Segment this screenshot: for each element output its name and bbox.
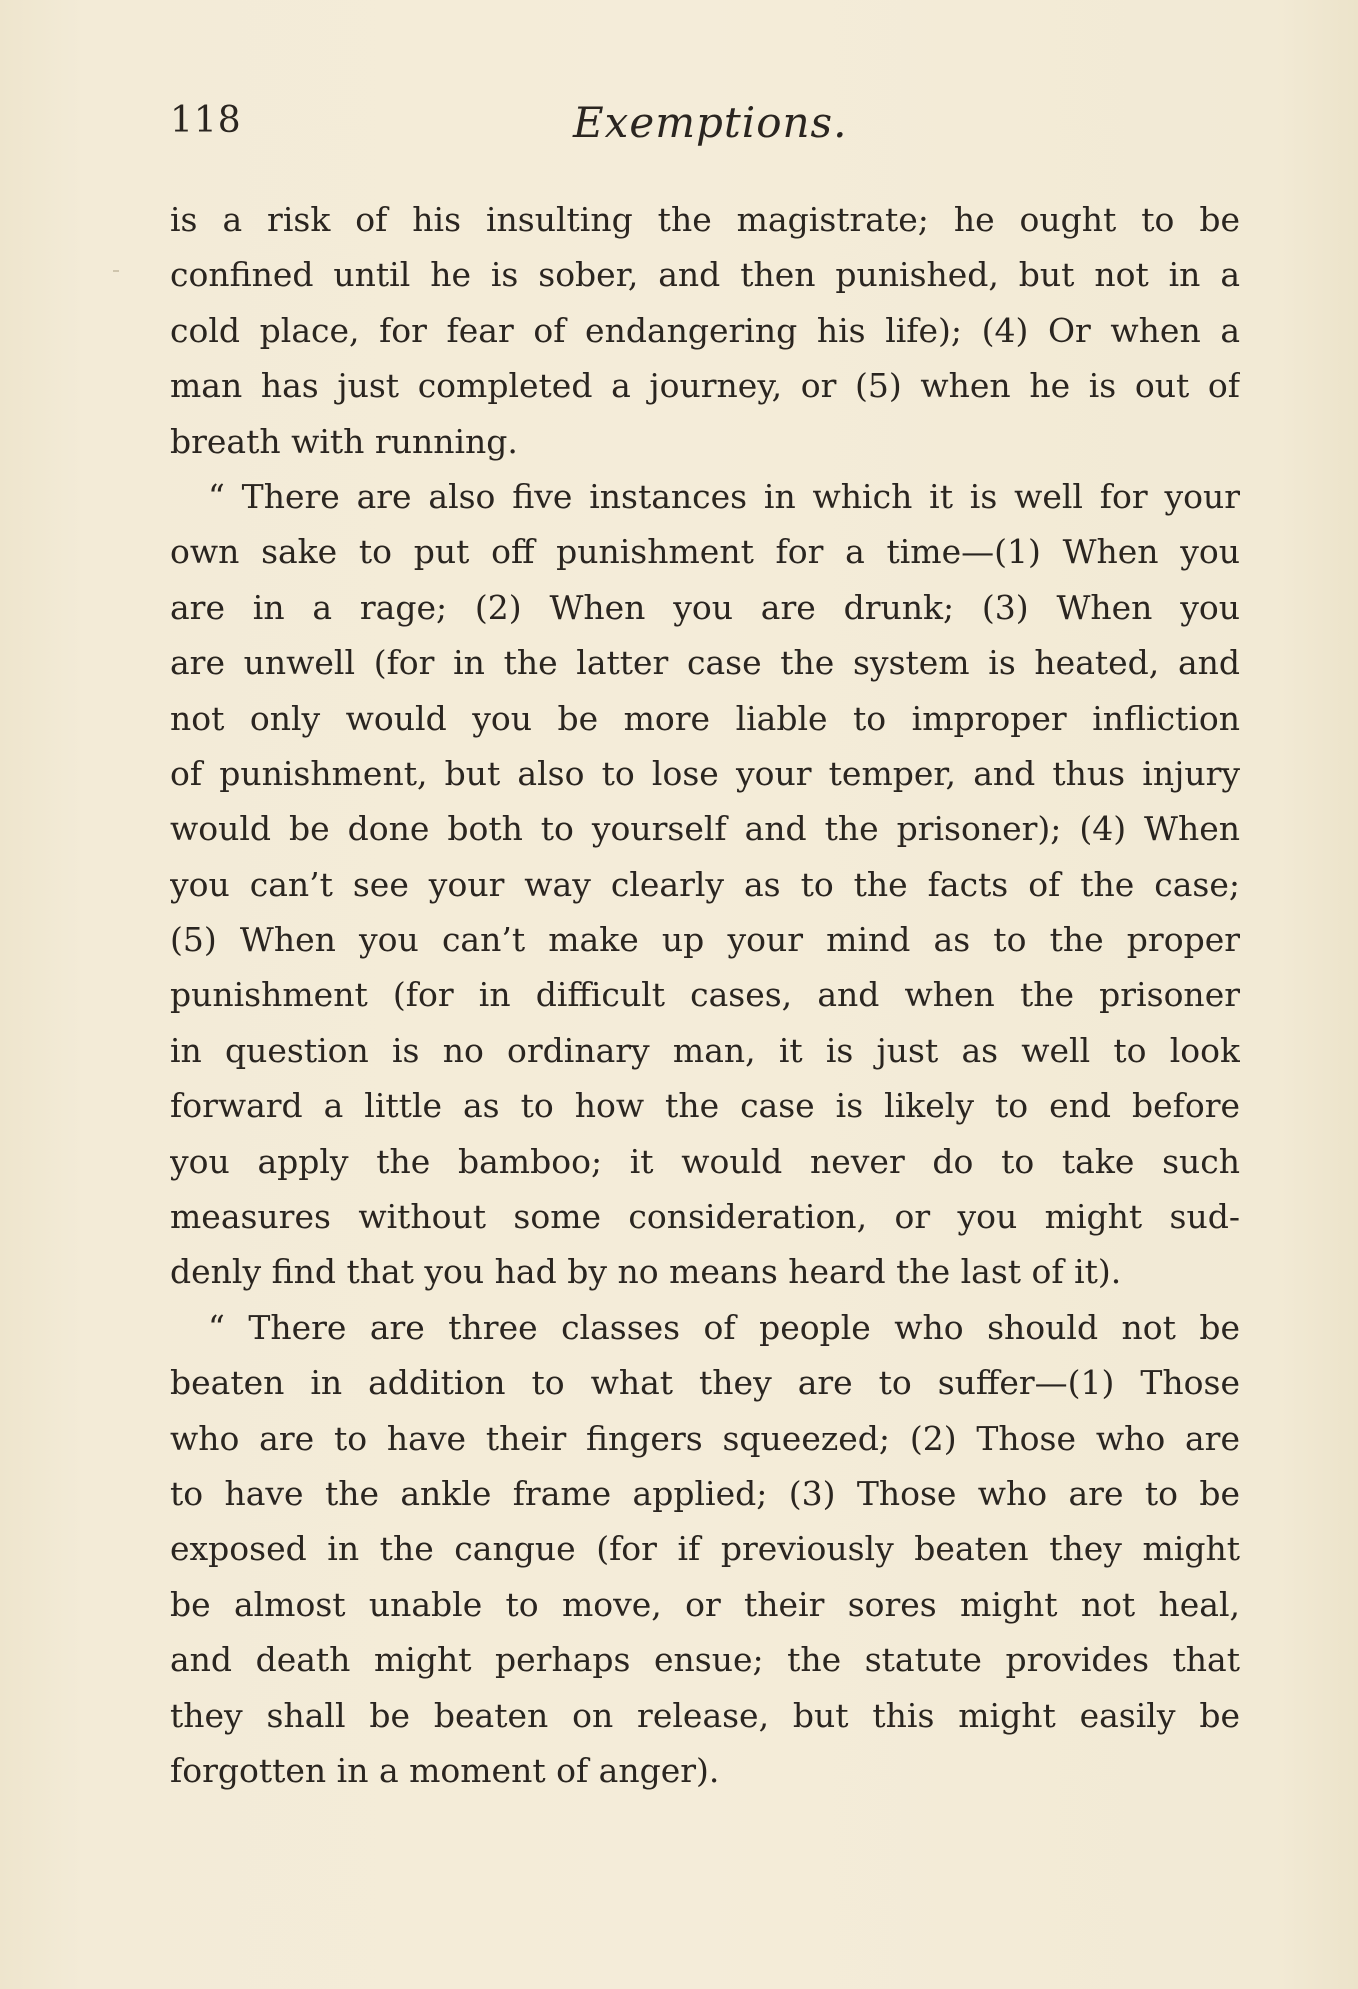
text-line: own sake to put off punishment for a time—(1) When you — [170, 532, 1240, 572]
text-line: of punishment, but also to lose your temper, and thus injury — [170, 753, 1240, 793]
text-line: not only would you be more liable to improper infliction — [170, 698, 1240, 738]
page-header — [170, 100, 1240, 160]
text-line: and death might perhaps ensue; the statute provides that — [170, 1640, 1240, 1680]
text-line: “ There are also five instances in which it is well for your — [208, 476, 1240, 516]
text-line: would be done both to yourself and the prisoner); (4) When — [170, 809, 1240, 849]
text-line: are in a rage; (2) When you are drunk; (3) When you — [170, 587, 1240, 627]
text-line: breath with running. — [170, 421, 518, 461]
text-line: “ There are three classes of people who should not be — [208, 1307, 1240, 1347]
text-line: measures without some consideration, or you might sud- — [170, 1197, 1240, 1237]
page-number: 118 — [170, 100, 242, 141]
text-line: to have the ankle frame applied; (3) Those who are to be — [170, 1473, 1240, 1513]
text-line: who are to have their fingers squeezed; (2) Those who are — [170, 1418, 1240, 1458]
margin-mark — [113, 270, 119, 272]
text-line: be almost unable to move, or their sores might not heal, — [170, 1584, 1240, 1624]
text-line: you can’t see your way clearly as to the facts of the case; — [170, 864, 1240, 904]
text-line: is a risk of his insulting the magistrate; he ought to be — [170, 200, 1240, 239]
text-line: man has just completed a journey, or (5) when he is out of — [170, 366, 1240, 406]
text-line: forward a little as to how the case is likely to end before — [170, 1086, 1240, 1126]
text-line: forgotten in a moment of anger). — [170, 1750, 720, 1790]
text-line: they shall be beaten on release, but this might easily be — [170, 1695, 1240, 1735]
text-line: confined until he is sober, and then punished, but not in a — [170, 255, 1240, 295]
text-line: beaten in addition to what they are to suffer—(1) Those — [170, 1363, 1240, 1403]
text-line: exposed in the cangue (for if previously beaten they might — [170, 1529, 1240, 1569]
text-line: (5) When you can’t make up your mind as to the proper — [170, 920, 1240, 960]
body-text — [170, 192, 1240, 1798]
text-line: denly find that you had by no means heard the last of it). — [170, 1252, 1122, 1292]
running-title: Exemptions. — [573, 98, 848, 147]
text-line: in question is no ordinary man, it is just as well to look — [170, 1030, 1240, 1070]
text-line: are unwell (for in the latter case the system is heated, and — [170, 643, 1240, 683]
text-line: punishment (for in difficult cases, and when the prisoner — [170, 975, 1240, 1015]
text-line: you apply the bamboo; it would never do to take such — [170, 1141, 1240, 1181]
text-line: cold place, for fear of endangering his life); (4) Or when a — [170, 310, 1240, 350]
